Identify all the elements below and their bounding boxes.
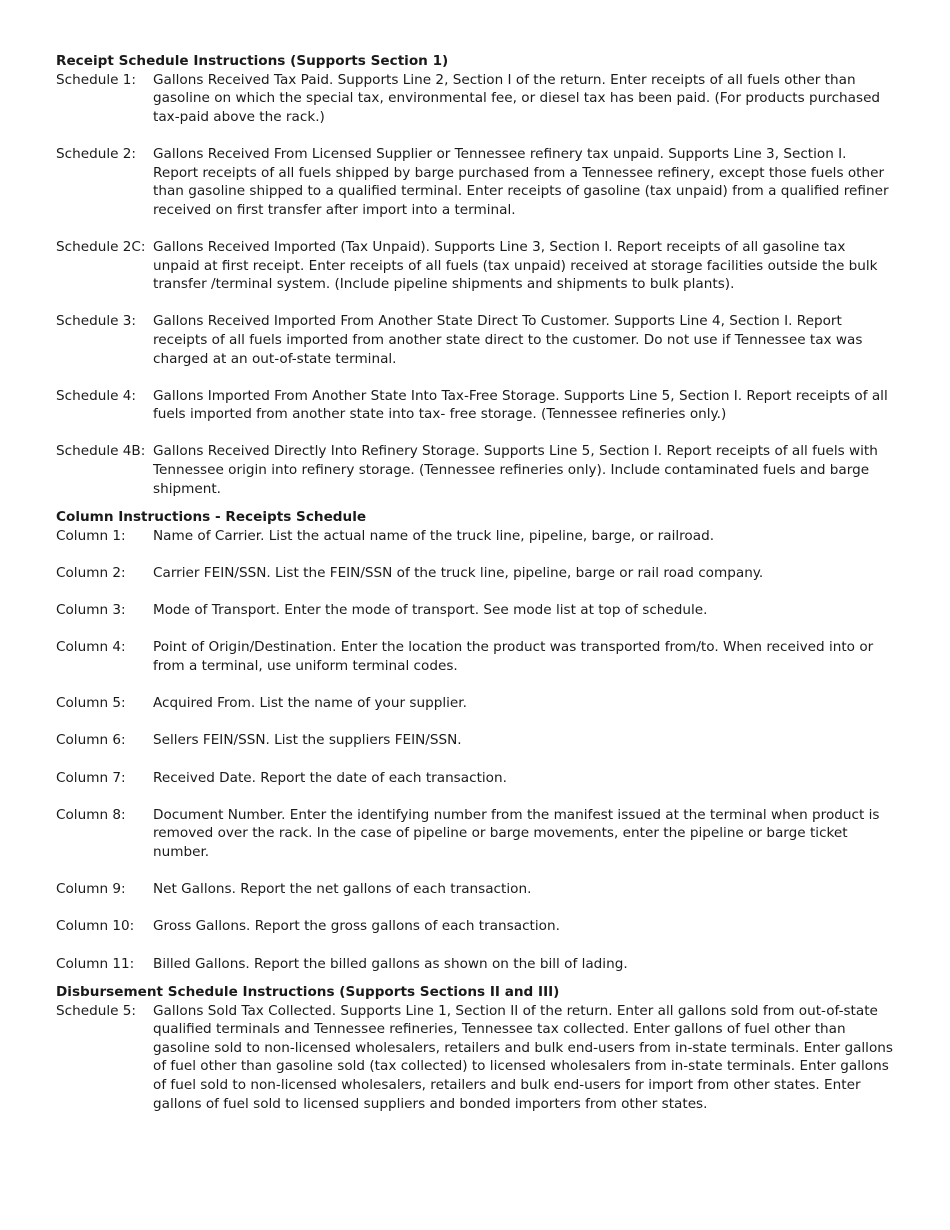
disbursement-section (56, 983, 894, 1113)
schedule-3-entry (56, 312, 894, 368)
column-10-entry (56, 917, 894, 936)
schedule-2-entry (56, 145, 894, 219)
entry-text: Name of Carrier. List the actual name of the truck line, pipeline, barge, or railroad. (153, 527, 715, 544)
entry-label: Column 2: (56, 565, 126, 582)
column-4-entry (56, 638, 894, 675)
entry-label: Column 11: (56, 955, 135, 972)
entry-text: Sellers FEIN/SSN. List the suppliers FEIN/SSN. (153, 732, 462, 749)
entry-text: Gallons Imported From Another State Into Tax-Free Storage. Supports Line 5, Section I. Report receipts of all fuels imported from another state into tax- free storage. (Tennessee refineries only.) (153, 387, 888, 423)
entry-text: Received Date. Report the date of each transaction. (153, 769, 507, 786)
receipt-section-heading: Receipt Schedule Instructions (Supports Section 1) (56, 53, 449, 69)
column-11-entry (56, 955, 894, 974)
entry-label: Schedule 5: (56, 1002, 137, 1019)
entry-text: Carrier FEIN/SSN. List the FEIN/SSN of the truck line, pipeline, barge or rail road company. (153, 565, 764, 582)
entry-text: Billed Gallons. Report the billed gallons as shown on the bill of lading. (153, 955, 628, 972)
receipt-section (56, 52, 894, 498)
entry-text: Gallons Received Imported (Tax Unpaid). Supports Line 3, Section I. Report receipts of all gasoline tax unpaid at first receipt. Enter receipts of all fuels (tax unpaid) received at storage facilities outside the bulk transfer /terminal system. (Include pipeline shipments and shipments to bulk plants). (153, 238, 878, 293)
schedule-2c-entry (56, 238, 894, 294)
entry-label: Schedule 2C: (56, 238, 146, 255)
entry-label: Schedule 4: (56, 387, 137, 404)
entry-label: Column 8: (56, 806, 126, 823)
column-9-entry (56, 880, 894, 899)
entry-label: Column 3: (56, 602, 126, 619)
column-2-entry (56, 564, 894, 583)
entry-label: Column 6: (56, 732, 126, 749)
entry-label: Column 10: (56, 918, 135, 935)
entry-text: Net Gallons. Report the net gallons of each transaction. (153, 881, 532, 898)
entry-text: Mode of Transport. Enter the mode of transport. See mode list at top of schedule. (153, 602, 708, 619)
column-6-entry (56, 731, 894, 750)
schedule-5-entry (56, 1002, 894, 1114)
column-5-entry (56, 694, 894, 713)
entry-text: Gallons Received Imported From Another State Direct To Customer. Supports Line 4, Section I. Report receipts of all fuels imported from another state direct to the customer. Do not use if Tennessee tax was charged at an out-of-state terminal. (153, 313, 863, 367)
entry-label: Column 7: (56, 769, 126, 786)
entry-text: Gallons Received Directly Into Refinery Storage. Supports Line 5, Section I. Report receipts of all fuels with Tennessee origin into refinery storage. (Tennessee refineries only). Include contaminated fuels and barge shipment. (153, 443, 878, 497)
entry-text: Gallons Received Tax Paid. Supports Line 2, Section I of the return. Enter receipts of all fuels other than gasoline on which the special tax, environmental fee, or diesel tax has been paid. (For products purchased tax-paid above the rack.) (153, 71, 881, 125)
schedule-4b-entry (56, 442, 894, 498)
entry-text: Gross Gallons. Report the gross gallons of each transaction. (153, 918, 560, 935)
entry-label: Column 5: (56, 695, 126, 712)
entry-text: Acquired From. List the name of your supplier. (153, 695, 467, 712)
schedule-4-entry (56, 387, 894, 424)
column-1-entry (56, 527, 894, 546)
entry-label: Column 1: (56, 527, 126, 544)
entry-label: Schedule 2: (56, 145, 137, 162)
entry-text: Gallons Sold Tax Collected. Supports Line 1, Section II of the return. Enter all gallons sold from out-of-state qualified terminals and Tennessee refineries, Tennessee tax collected. Enter gallons of fuel other than gasoline sold to non-licensed wholesalers, retailers and bulk end-users from in-state terminals. Enter gallons of fuel other than gasoline sold (tax collected) to licensed wholesalers from in-state terminals. Enter gallons of fuel sold to non-licensed wholesalers, retailers and bulk end-users for import from other states. Enter gallons of fuel sold to licensed suppliers and bonded importers from other states. (153, 1002, 893, 1112)
entry-label: Column 9: (56, 881, 126, 898)
entry-text: Gallons Received From Licensed Supplier or Tennessee refinery tax unpaid. Supports Line 3, Section I. Report receipts of all fuels shipped by barge purchased from a Tennessee refinery, except those fuels other than gasoline shipped to a qualified terminal. Enter receipts of gasoline (tax unpaid) from a qualified refiner received on first transfer after import into a terminal. (153, 145, 889, 218)
entry-label: Schedule 1: (56, 71, 137, 88)
disbursement-section-heading: Disbursement Schedule Instructions (Supports Sections II and III) (56, 984, 560, 1001)
column-8-entry (56, 806, 894, 862)
schedule-1-entry (56, 71, 894, 127)
column-3-entry (56, 601, 894, 620)
column-section-heading: Column Instructions - Receipts Schedule (56, 509, 367, 526)
column-7-entry (56, 769, 894, 788)
entry-label: Schedule 4B: (56, 443, 146, 460)
entry-text: Document Number. Enter the identifying number from the manifest issued at the terminal when product is removed over the rack. In the case of pipeline or barge movements, enter the pipeline or barge ticket number. (153, 806, 880, 860)
entry-text: Point of Origin/Destination. Enter the location the product was transported from/to. When received into or from a terminal, use uniform terminal codes. (153, 639, 874, 674)
entry-label: Schedule 3: (56, 313, 137, 330)
column-section (56, 508, 894, 973)
entry-label: Column 4: (56, 639, 126, 656)
